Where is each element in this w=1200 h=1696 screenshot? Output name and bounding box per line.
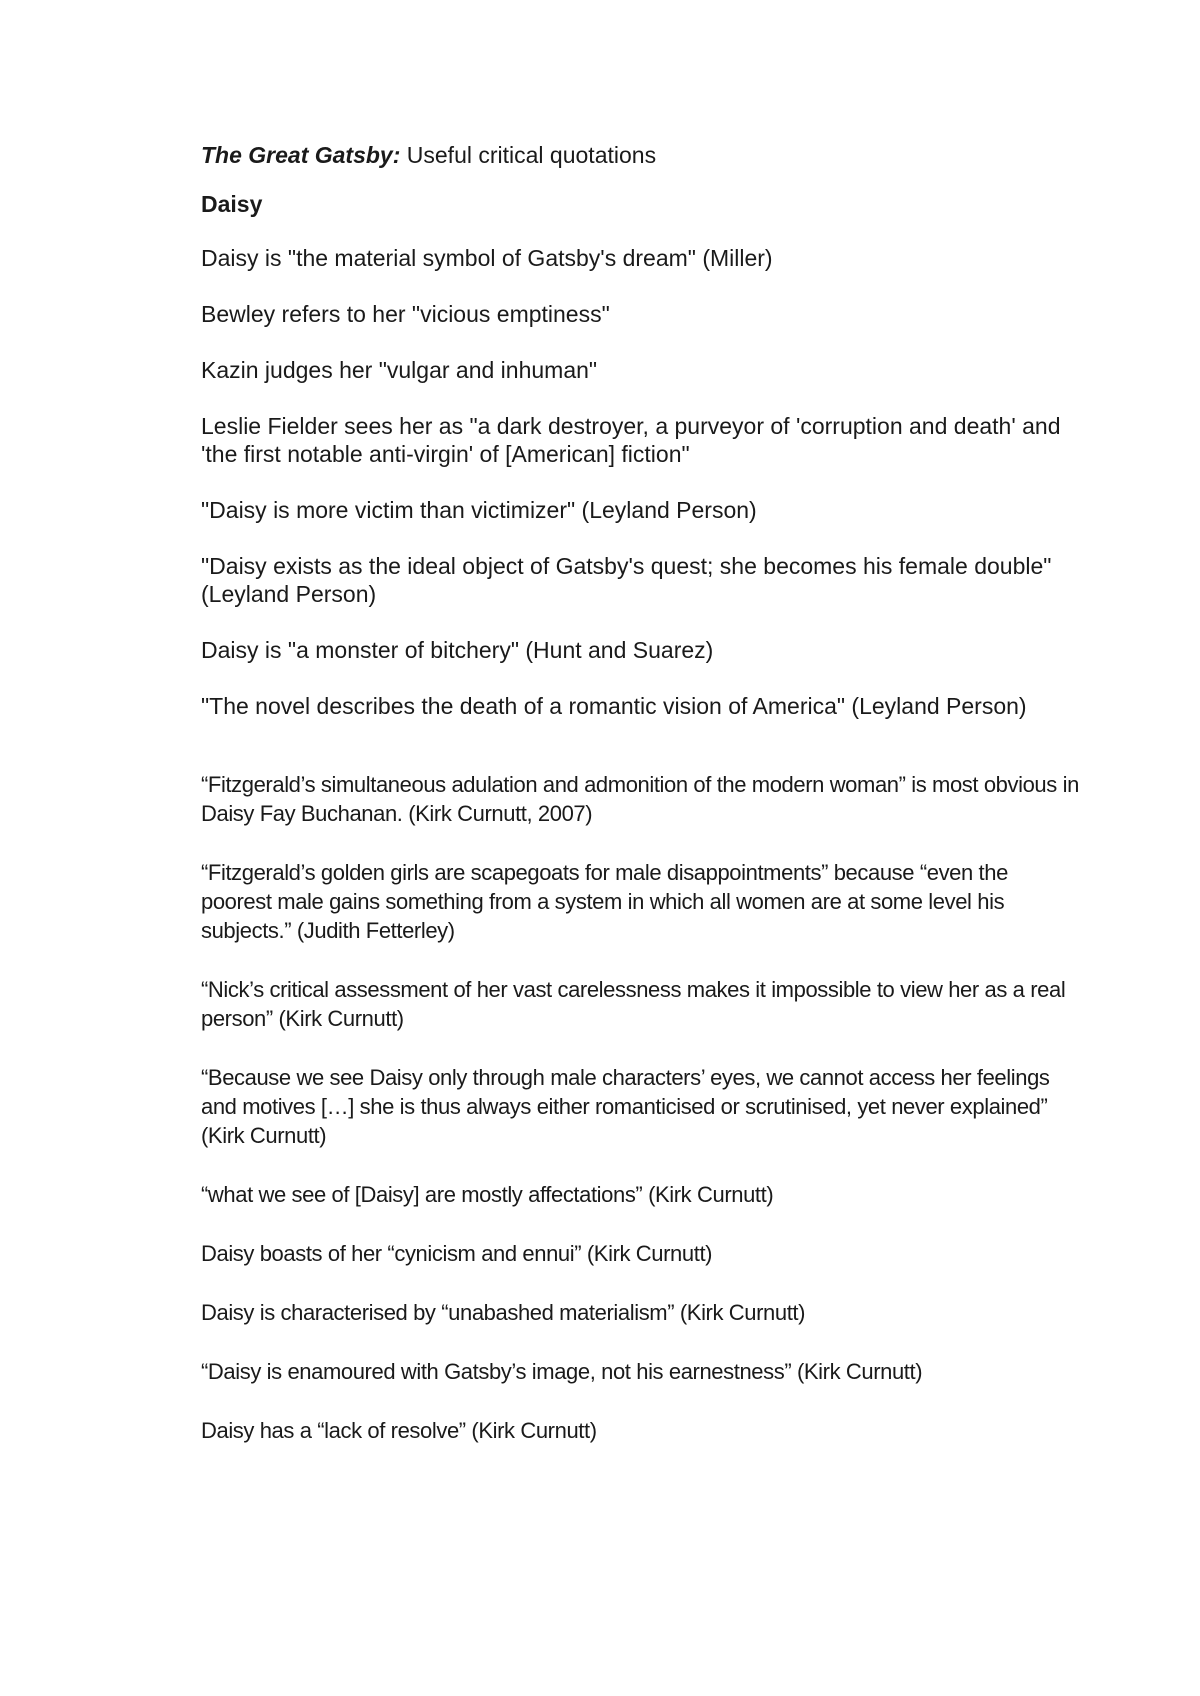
section-spacer: [201, 748, 1081, 770]
quote-curnutt-adulation: “Fitzgerald’s simultaneous adulation and admonition of the modern woman” is most obvious in Daisy Fay Buchanan. (Kirk Curnutt, 2007): [201, 772, 1079, 826]
quote-person-ideal-object: "Daisy exists as the ideal object of Gatsby's quest; she becomes his female double" (Leyland Person): [201, 553, 1052, 607]
quote-person-victim: "Daisy is more victim than victimizer" (Leyland Person): [201, 497, 757, 523]
quote-curnutt-image: “Daisy is enamoured with Gatsby’s image, not his earnestness” (Kirk Curnutt): [201, 1359, 923, 1384]
quote-curnutt-materialism: Daisy is characterised by “unabashed materialism” (Kirk Curnutt): [201, 1300, 806, 1325]
quote-curnutt-affectations: “what we see of [Daisy] are mostly affectations” (Kirk Curnutt): [201, 1182, 774, 1207]
title-subtitle: Useful critical quotations: [400, 142, 657, 168]
quote-curnutt-resolve: Daisy has a “lack of resolve” (Kirk Curnutt): [201, 1418, 597, 1443]
quote-fielder: Leslie Fielder sees her as "a dark destroyer, a purveyor of 'corruption and death' and 'the first notable anti-virgin' of [American] fiction": [201, 413, 1061, 467]
quote-curnutt-carelessness: “Nick’s critical assessment of her vast carelessness makes it impossible to view her as a real person” (Kirk Curnutt): [201, 977, 1066, 1031]
quote-curnutt-cynicism: Daisy boasts of her “cynicism and ennui” (Kirk Curnutt): [201, 1241, 713, 1266]
quote-kazin: Kazin judges her "vulgar and inhuman": [201, 357, 598, 383]
document-body: [201, 140, 1081, 1475]
title-book-name: The Great Gatsby:: [201, 142, 401, 168]
document-title: [201, 140, 1081, 170]
quote-person-romantic-vision: "The novel describes the death of a romantic vision of America" (Leyland Person): [201, 693, 1027, 719]
quote-miller: Daisy is "the material symbol of Gatsby's dream" (Miller): [201, 245, 773, 271]
quote-hunt-suarez: Daisy is "a monster of bitchery" (Hunt and Suarez): [201, 637, 714, 663]
quote-fetterley: “Fitzgerald’s golden girls are scapegoats for male disappointments” because “even the poorest male gains something from a system in which all women are at some level his subjects.” (Judith Fetterley): [201, 860, 1008, 943]
quote-curnutt-male-eyes: “Because we see Daisy only through male characters’ eyes, we cannot access her feelings and motives […] she is thus always either romanticised or scrutinised, yet never explained” (Kirk Curnutt): [201, 1065, 1050, 1148]
quote-bewley: Bewley refers to her "vicious emptiness": [201, 301, 610, 327]
section-heading-daisy: Daisy: [201, 191, 263, 217]
